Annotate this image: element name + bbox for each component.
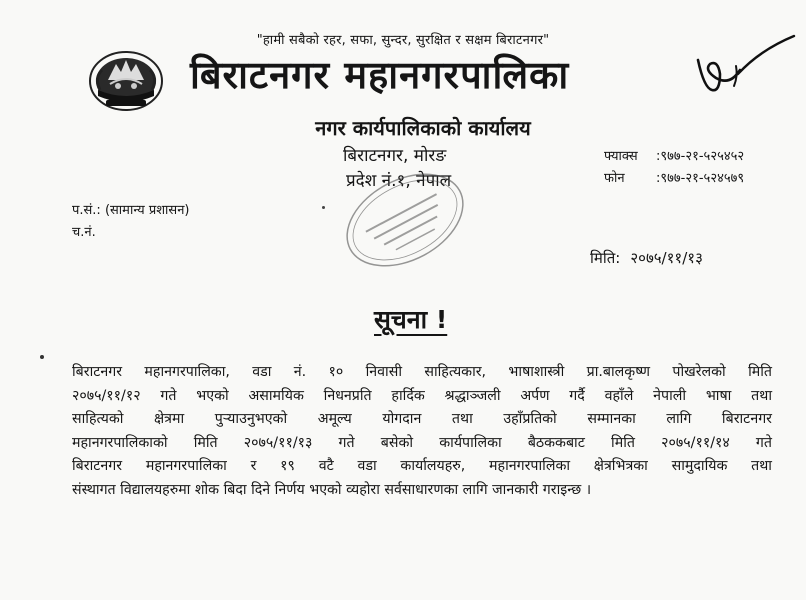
notice-line: बिराटनगर महानगरपालिका र १९ वटै वडा कार्यालयहरु, महानगरपालिका क्षेत्रभित्रका सामुदायिक तथा xyxy=(72,458,772,474)
office-name: नगर कार्यपालिकाको कार्यालय xyxy=(315,116,531,140)
chalani-number: च.नं. xyxy=(72,225,96,240)
reference-block xyxy=(72,200,190,244)
address-province: प्रदेश नं.१, नेपाल xyxy=(346,171,452,191)
fax-label: फ्याक्स xyxy=(604,149,638,164)
org-name: बिराटनगर महानगरपालिका xyxy=(190,53,570,97)
dot-mark xyxy=(322,206,325,209)
signature xyxy=(690,30,800,100)
nepal-emblem-icon xyxy=(88,50,164,112)
notice-title: सूचना ! xyxy=(374,305,448,334)
phone-value: :९७७-२१-५२४५७९ xyxy=(656,171,745,186)
notice-line: महानगरपालिकाको मिति २०७५/११/१३ गते बसेको कार्यपालिका बैठककबाट मिति २०७५/११/१४ गते xyxy=(72,434,772,451)
date-value: २०७५/११/१३ xyxy=(630,249,703,267)
date-row xyxy=(590,248,703,268)
phone-label: फोन xyxy=(604,171,625,186)
date-label: मिति: xyxy=(590,249,621,267)
contact-block xyxy=(604,146,744,190)
fax-value: :९७७-२१-५२५४५२ xyxy=(656,149,745,164)
phone-row xyxy=(604,168,744,190)
address-city: बिराटनगर, मोरङ xyxy=(343,146,447,166)
fax-row xyxy=(604,146,744,168)
notice-line: बिराटनगर महानगरपालिका, वडा नं. १० निवासी साहित्यकार, भाषाशास्त्री प्रा.बालकृष्ण पोखरेलको मिति xyxy=(72,364,772,380)
notice-line: २०७५/११/१२ गते भएको असामयिक निधनप्रति हार्दिक श्रद्धाञ्जली अर्पण गर्दै वहाँले नेपाली भाषा तथा xyxy=(72,387,772,404)
notice-line: संस्थागत विद्यालयहरुमा शोक बिदा दिने निर्णय भएको व्यहोरा सर्वसाधारणका लागि जानकारी गराइन्छ । xyxy=(72,481,592,498)
notice-body xyxy=(72,361,772,502)
motto: "हामी सबैको रहर, सफा, सुन्दर, सुरक्षित र सक्षम बिराटनगर" xyxy=(256,33,550,48)
margin-mark xyxy=(40,355,44,359)
patra-sankhya: प.सं.: (सामान्य प्रशासन) xyxy=(72,203,190,218)
notice-line: साहित्यको क्षेत्रमा पुऱ्याउनुभएको अमूल्य योगदान तथा उहाँप्रतिको सम्मानका लागि बिराटनगर xyxy=(72,411,772,427)
